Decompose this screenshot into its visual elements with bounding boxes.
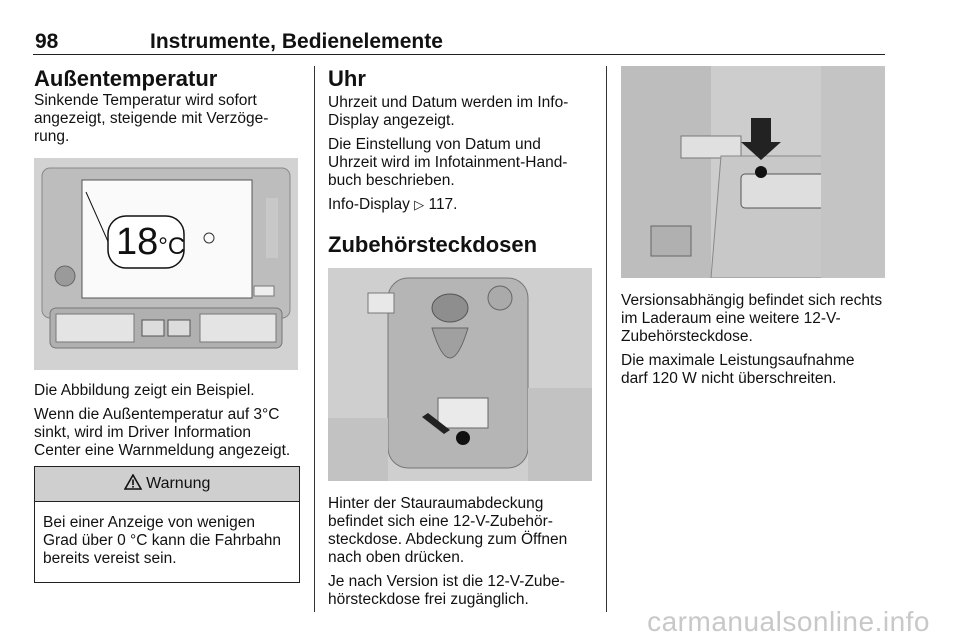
- body-text: Die maximale Leistungsaufnahme darf 120 W nicht überschreiten.: [621, 352, 855, 387]
- page-number: 98: [35, 30, 59, 53]
- temperature-unit: °C: [158, 233, 186, 260]
- cargo-figure: [621, 66, 885, 278]
- body-text: Uhrzeit und Datum werden im Info-Display angezeigt.: [328, 94, 569, 129]
- column-outside-temperature: [34, 66, 300, 583]
- section-heading-sockets: Zubehörsteckdosen: [328, 232, 538, 257]
- warning-triangle-icon: [124, 474, 142, 490]
- page-reference: [328, 196, 592, 214]
- intro-text: Sinkende Temperatur wird sofort angezeigt, steigende mit Verzöge-rung.: [34, 92, 269, 145]
- body-text: Versionsabhängig befindet sich rechts im Laderaum eine weitere 12-V-Zubehörsteckdose.: [621, 292, 883, 345]
- temperature-value: 18: [116, 221, 159, 263]
- center-console-illustration: [328, 268, 592, 481]
- column-clock-sockets: [328, 66, 592, 615]
- watermark: carmanualsonline.info: [647, 606, 930, 637]
- page-reference-icon: ▷: [414, 197, 425, 212]
- chapter-title: Instrumente, Bedienelemente: [150, 30, 443, 53]
- warning-box: [34, 466, 300, 583]
- warning-header: [35, 467, 299, 502]
- body-text: Wenn die Außentemperatur auf 3°C sinkt, wird im Driver Information Center eine Warnmeldung angezeigt.: [34, 406, 291, 459]
- page-header: [33, 28, 885, 55]
- temperature-readout: [116, 220, 185, 269]
- console-figure: [328, 268, 592, 481]
- warning-text: Bei einer Anzeige von wenigen Grad über 0 °C kann die Fahrbahn bereits vereist sein.: [43, 514, 281, 567]
- column-divider: [314, 66, 315, 612]
- body-text: Je nach Version ist die 12-V-Zube-hörsteckdose frei zugänglich.: [328, 573, 565, 608]
- reference-page: 117.: [428, 196, 458, 213]
- section-heading-clock: Uhr: [328, 66, 366, 91]
- warning-title: Warnung: [146, 475, 211, 492]
- cargo-area-illustration: [621, 66, 885, 278]
- column-cargo-socket: [621, 66, 885, 394]
- body-text: Die Abbildung zeigt ein Beispiel.: [34, 382, 255, 399]
- reference-text: Info-Display: [328, 196, 410, 213]
- section-heading: Außentemperatur: [34, 66, 218, 91]
- display-figure: [34, 158, 298, 370]
- body-text: Die Einstellung von Datum und Uhrzeit wird im Infotainment-Hand-buch beschrieben.: [328, 136, 568, 189]
- column-divider: [606, 66, 607, 612]
- body-text: Hinter der Stauraumabdeckung befindet sich eine 12-V-Zubehör-steckdose. Abdeckung zum Öffnen nach oben drücken.: [328, 495, 568, 566]
